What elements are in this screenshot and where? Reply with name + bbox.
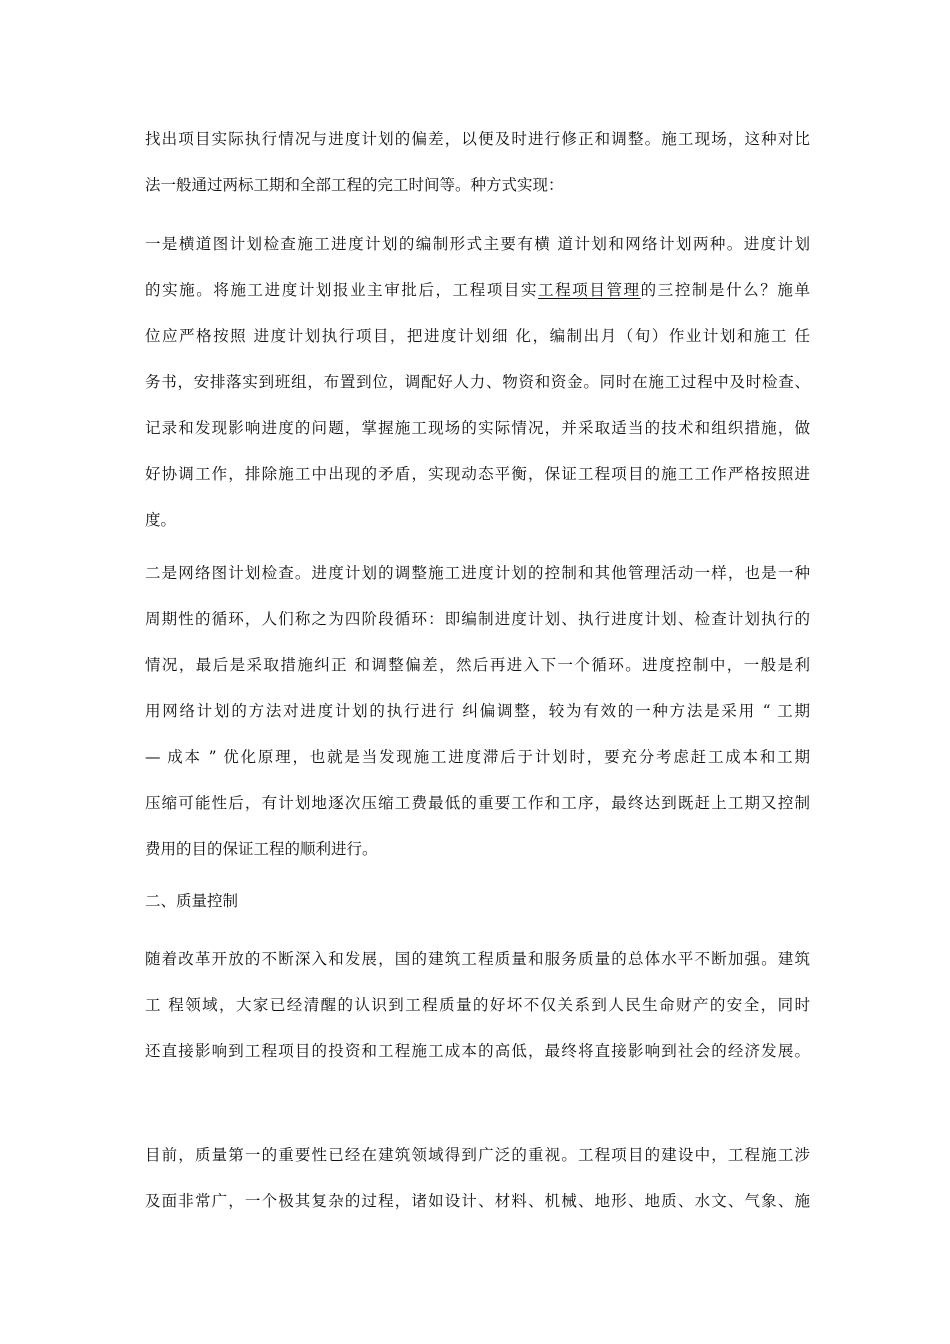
paragraph-5-line-3: 还直接影响到工程项目的投资和工程施工成本的高低，最终将直接影响到社会的经济发展。 (145, 1042, 810, 1060)
paragraph-3-line-7: 费用的目的保证工程的顺利进行。 (145, 840, 378, 858)
paragraph-3-line-1: 二是网络图计划检查。进度计划的调整施工进度计划的控制和其他管理活动一样，也是一种 (145, 564, 810, 582)
paragraph-2-line-1: 一是横道图计划检查施工进度计划的编制形式主要有横 道计划和网络计划两种。进度计划 (145, 235, 810, 253)
paragraph-1-line-2: 法一般通过两标工期和全部工程的完工时间等。种方式实现： (145, 176, 564, 194)
paragraph-5-line-2: 工 程领域，大家已经清醒的认识到工程质量的好坏不仅关系到人民生命财产的安全，同时 (145, 996, 810, 1014)
paragraph-3-line-5: — 成本 ” 优化原理，也就是当发现施工进度滞后于计划时，要充分考虑赶工成本和工期 (145, 748, 810, 766)
paragraph-3-line-6: 压缩可能性后，有计划地逐次压缩工费最低的重要工作和工序，最终达到既赶上工期又控制 (145, 794, 810, 812)
paragraph-5-line-1: 随着改革开放的不断深入和发展，国的建筑工程质量和服务质量的总体水平不断加强。建筑 (145, 950, 810, 968)
paragraph-1-line-1: 找出项目实际执行情况与进度计划的偏差，以便及时进行修正和调整。施工现场，这种对比 (145, 130, 810, 148)
paragraph-2-line-7: 度。 (145, 511, 177, 529)
paragraph-3-line-2: 周期性的循环，人们称之为四阶段循环：即编制进度计划、执行进度计划、检查计划执行的 (145, 610, 810, 628)
paragraph-3-line-4: 用网络计划的方法对进度计划的执行进行 纠偏调整，较为有效的一种方法是采用 “ 工期 (145, 702, 810, 720)
project-management-link[interactable]: 工程项目管理 (538, 281, 641, 299)
section-heading-quality-control: 二、质量控制 (145, 892, 239, 910)
paragraph-6-line-2: 及面非常广，一个极其复杂的过程，诸如设计、材料、机械、地形、地质、水文、气象、施 (145, 1192, 810, 1210)
paragraph-2-line-6: 好协调工作，排除施工中出现的矛盾，实现动态平衡，保证工程项目的施工工作严格按照进 (145, 465, 810, 483)
paragraph-2-line-2: 的实施。将施工进度计划报业主审批后，工程项目实工程项目管理的三控制是什么？施单 (145, 281, 810, 299)
paragraph-6-line-1: 目前，质量第一的重要性已经在建筑领域得到广泛的重视。工程项目的建设中，工程施工涉 (145, 1146, 810, 1164)
paragraph-2-line-3: 位应严格按照 进度计划执行项目，把进度计划细 化，编制出月（旬）作业计划和施工 任 (145, 327, 810, 345)
paragraph-2-line-4: 务书，安排落实到班组，布置到位，调配好人力、物资和资金。同时在施工过程中及时检查、 (145, 373, 810, 391)
paragraph-2-line-5: 记录和发现影响进度的问题，掌握施工现场的实际情况，并采取适当的技术和组织措施，做 (145, 419, 810, 437)
paragraph-3-line-3: 情况，最后是采取措施纠正 和调整偏差，然后再进入下一个循环。进度控制中，一般是利 (145, 656, 810, 674)
